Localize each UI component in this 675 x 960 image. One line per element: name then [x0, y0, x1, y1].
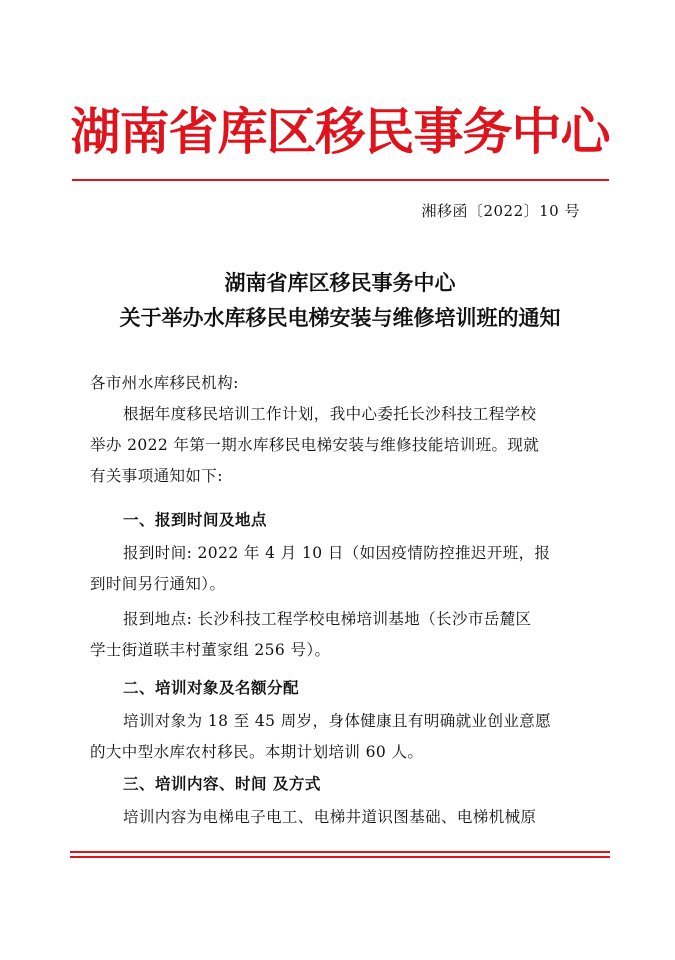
trainee-paragraph — [90, 706, 600, 768]
content-paragraph — [90, 802, 600, 833]
section-1-heading: 一、报到时间及地点 — [123, 511, 268, 529]
notice-title-line-1: 湖南省库区移民事务中心 — [224, 270, 456, 295]
notice-title-line-2: 关于举办水库移民电梯安装与维修培训班的通知 — [119, 305, 561, 330]
masthead-red-rule — [72, 179, 609, 181]
report-place-paragraph — [90, 604, 600, 666]
report-time-line: 到时间另行通知）。 — [90, 575, 226, 593]
document-number: 湘移函〔2022〕10 号 — [421, 202, 580, 220]
salutation — [90, 368, 600, 399]
intro-paragraph — [90, 399, 600, 492]
report-place-line: 报到地点: 长沙科技工程学校电梯培训基地（长沙市岳麓区 — [123, 610, 532, 628]
footer-red-rule-lower — [70, 856, 610, 858]
section-3-heading: 三、培训内容、时间 及方式 — [123, 775, 321, 793]
footer-red-rule-upper — [70, 851, 610, 853]
trainee-line: 的大中型水库农村移民。本期计划培训 60 人。 — [90, 743, 424, 761]
intro-line: 有关事项通知如下: — [90, 467, 223, 485]
report-place-line: 学士街道联丰村董家组 256 号）。 — [90, 641, 331, 659]
intro-line: 根据年度移民培训工作计划，我中心委托长沙科技工程学校 — [123, 405, 537, 423]
masthead: 湖南省库区移民事务中心 — [70, 103, 610, 161]
section-2-heading: 二、培训对象及名额分配 — [123, 679, 300, 697]
content-line: 培训内容为电梯电子电工、电梯井道识图基础、电梯机械原 — [123, 808, 537, 826]
trainee-line: 培训对象为 18 至 45 周岁，身体健康且有明确就业创业意愿 — [123, 712, 552, 730]
salutation-text: 各市州水库移民机构: — [90, 374, 239, 392]
report-time-line: 报到时间: 2022 年 4 月 10 日（如因疫情防控推迟开班，报 — [123, 544, 551, 562]
report-time-paragraph — [90, 538, 600, 600]
intro-line: 举办 2022 年第一期水库移民电梯安装与维修技能培训班。现就 — [90, 436, 540, 454]
